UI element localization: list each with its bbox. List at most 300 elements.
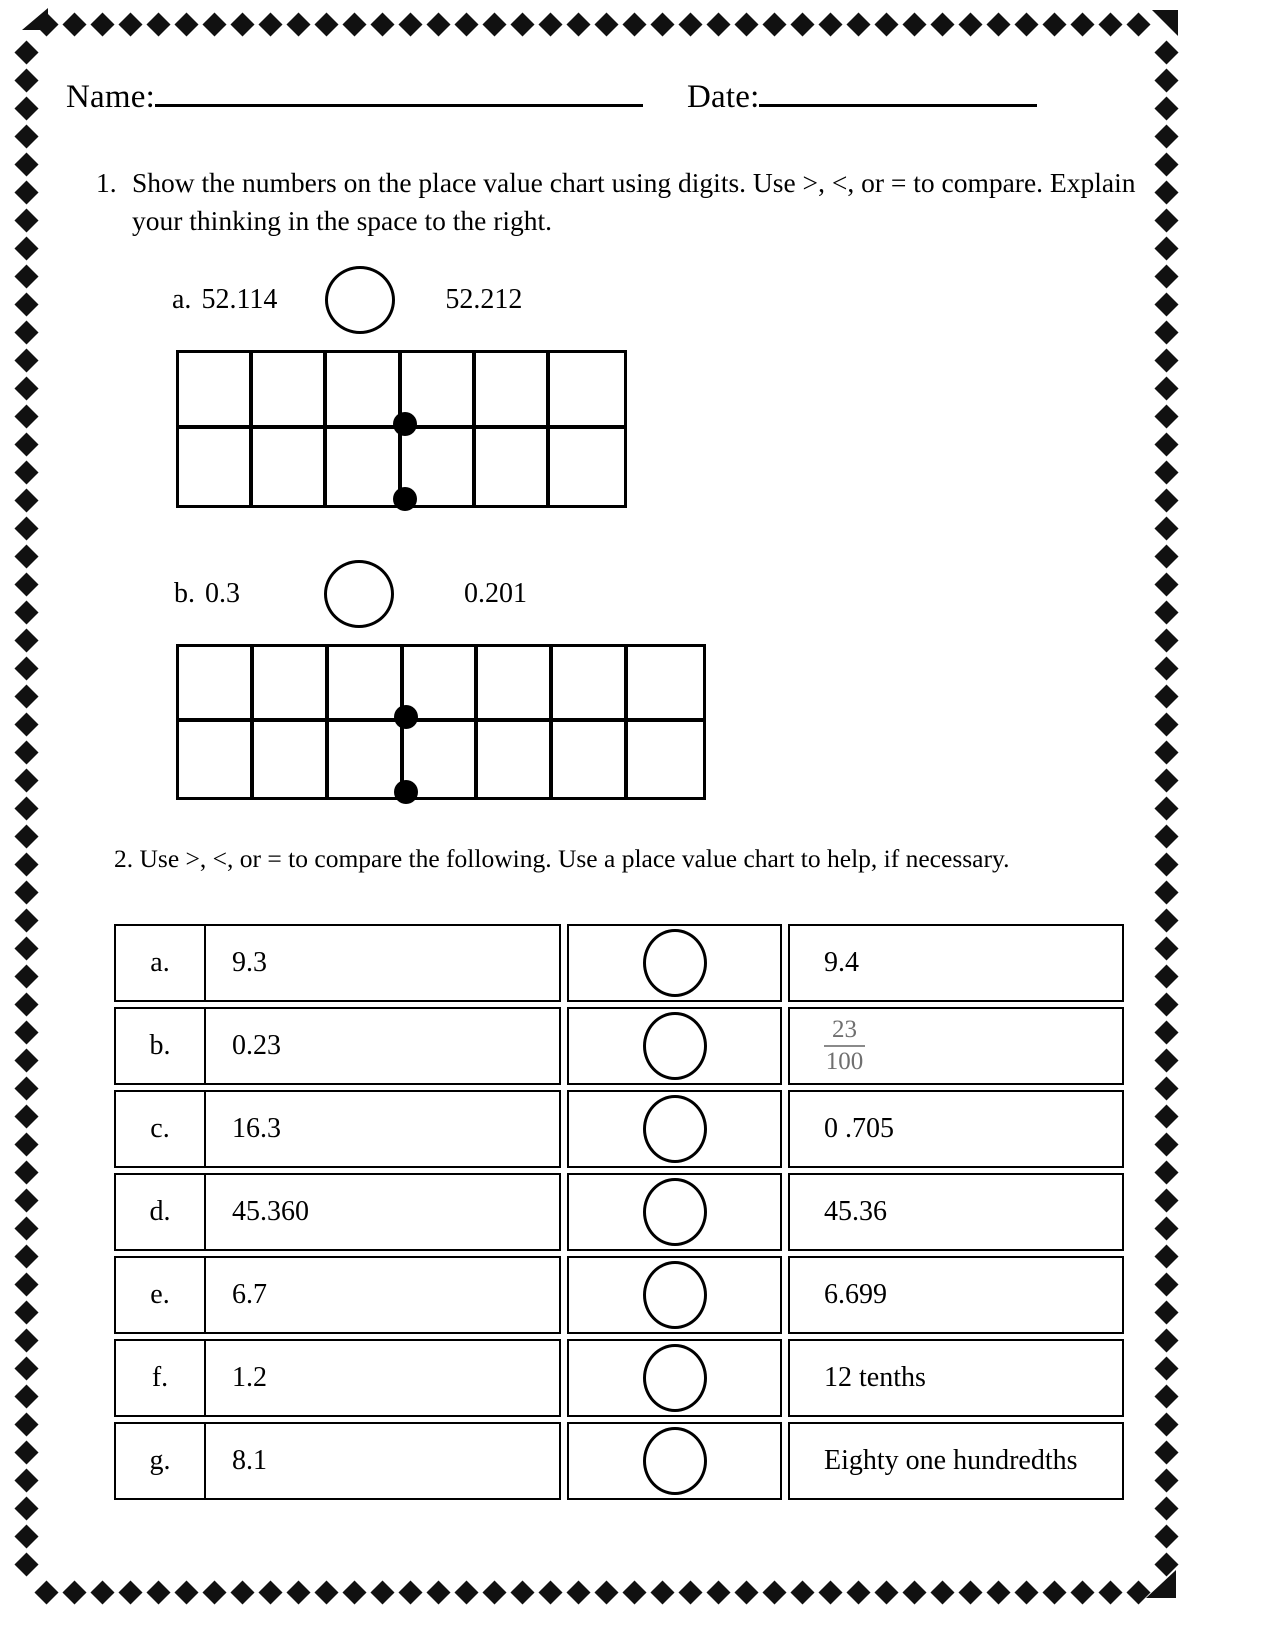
border-diamond <box>426 1580 450 1604</box>
place-value-cell[interactable] <box>628 722 703 797</box>
place-value-column[interactable] <box>329 647 404 797</box>
comparison-answer-cell[interactable] <box>567 1339 782 1417</box>
row-label: f. <box>114 1339 206 1417</box>
place-value-column[interactable] <box>253 353 327 505</box>
border-diamond <box>818 12 842 36</box>
problem-1 <box>96 164 1141 240</box>
place-value-cell[interactable] <box>254 722 325 797</box>
border-diamond <box>14 600 38 624</box>
border-diamond <box>622 12 646 36</box>
border-diamond <box>1098 12 1122 36</box>
border-diamond <box>14 320 38 344</box>
border-diamond <box>1154 68 1178 92</box>
border-diamond <box>1126 1580 1150 1604</box>
border-diamond <box>14 1440 38 1464</box>
border-diamond <box>1154 292 1178 316</box>
left-value-cell: 1.2 <box>206 1339 561 1417</box>
border-diamond <box>1154 796 1178 820</box>
date-label: Date: <box>686 79 760 115</box>
row-label: c. <box>114 1090 206 1168</box>
border-diamond <box>1154 572 1178 596</box>
place-value-cell[interactable] <box>329 647 400 722</box>
border-diamond <box>14 376 38 400</box>
place-value-cell[interactable] <box>553 722 624 797</box>
border-diamond <box>14 768 38 792</box>
problem-1b-header <box>174 560 527 628</box>
corner-accent-bottom-right <box>1146 1570 1176 1598</box>
problem-1a-comparison-circle[interactable] <box>325 266 395 334</box>
border-diamond <box>426 12 450 36</box>
border-diamond <box>14 488 38 512</box>
border-diamond <box>1154 1412 1178 1436</box>
left-value-cell: 9.3 <box>206 924 561 1002</box>
border-diamond <box>1154 1328 1178 1352</box>
border-diamond <box>14 236 38 260</box>
border-diamond <box>14 544 38 568</box>
border-diamond <box>202 12 226 36</box>
table-row <box>114 1256 1124 1334</box>
table-row <box>114 1090 1124 1168</box>
place-value-cell[interactable] <box>179 647 250 722</box>
place-value-column[interactable] <box>478 647 553 797</box>
border-diamond <box>1154 40 1178 64</box>
border-diamond <box>1154 1552 1178 1576</box>
comparison-answer-cell[interactable] <box>567 1007 782 1085</box>
border-diamond <box>1154 376 1178 400</box>
border-diamond <box>342 1580 366 1604</box>
place-value-column[interactable] <box>628 647 703 797</box>
border-diamond <box>14 208 38 232</box>
border-diamond <box>14 796 38 820</box>
problem-1-instruction: Show the numbers on the place value chart using digits. Use >, <, or = to compare. Explain your thinking in the space to the right. <box>132 167 1136 236</box>
border-diamond <box>14 404 38 428</box>
border-diamond <box>1070 12 1094 36</box>
border-diamond <box>818 1580 842 1604</box>
border-diamond <box>1154 1524 1178 1548</box>
border-diamond <box>1154 1356 1178 1380</box>
border-diamond <box>14 628 38 652</box>
table-row <box>114 1007 1124 1085</box>
border-diamond <box>314 1580 338 1604</box>
place-value-cell[interactable] <box>179 722 250 797</box>
problem-1b-label: b. <box>174 578 195 609</box>
comparison-answer-cell[interactable] <box>567 924 782 1002</box>
border-diamond <box>1154 1188 1178 1212</box>
border-diamond <box>706 1580 730 1604</box>
comparison-circle[interactable] <box>643 1095 707 1163</box>
border-diamonds-top <box>38 16 1158 33</box>
border-diamond <box>454 12 478 36</box>
border-diamond <box>14 348 38 372</box>
border-diamond <box>566 1580 590 1604</box>
place-value-column[interactable] <box>553 647 628 797</box>
border-diamond <box>1154 740 1178 764</box>
border-diamond <box>874 12 898 36</box>
border-diamond <box>1154 1496 1178 1520</box>
border-diamond <box>1042 1580 1066 1604</box>
border-diamond <box>14 124 38 148</box>
border-diamond <box>14 908 38 932</box>
place-value-column[interactable] <box>179 647 254 797</box>
border-diamond <box>650 1580 674 1604</box>
right-value-cell: 9.4 <box>788 924 1124 1002</box>
border-diamond <box>482 12 506 36</box>
border-diamonds-right <box>1158 44 1175 1584</box>
row-label: b. <box>114 1007 206 1085</box>
border-diamond <box>1154 1244 1178 1268</box>
border-diamond <box>314 12 338 36</box>
left-value-cell: 8.1 <box>206 1422 561 1500</box>
border-diamond <box>1154 320 1178 344</box>
border-diamond <box>1042 12 1066 36</box>
border-diamond <box>62 12 86 36</box>
border-diamond <box>1154 1104 1178 1128</box>
border-diamond <box>174 12 198 36</box>
border-diamond <box>1154 1384 1178 1408</box>
border-diamond <box>1154 1076 1178 1100</box>
border-diamond <box>762 1580 786 1604</box>
comparison-circle[interactable] <box>643 929 707 997</box>
place-value-cell[interactable] <box>550 429 624 505</box>
comparison-answer-cell[interactable] <box>567 1422 782 1500</box>
border-diamond <box>14 1188 38 1212</box>
border-diamond <box>1154 1048 1178 1072</box>
border-diamond <box>1154 600 1178 624</box>
border-diamond <box>258 12 282 36</box>
comparison-answer-cell[interactable] <box>567 1173 782 1251</box>
border-diamond <box>14 1496 38 1520</box>
border-diamond <box>1154 348 1178 372</box>
border-diamond <box>1154 516 1178 540</box>
border-diamond <box>14 180 38 204</box>
border-diamond <box>14 572 38 596</box>
border-diamond <box>398 12 422 36</box>
border-diamond <box>14 1272 38 1296</box>
problem-1a-label: a. <box>172 284 192 315</box>
border-diamonds-left <box>18 44 35 1584</box>
place-value-cell[interactable] <box>327 353 397 429</box>
problem-1a-right-value: 52.212 <box>445 284 523 315</box>
border-diamond <box>1154 432 1178 456</box>
place-value-cell[interactable] <box>179 429 249 505</box>
border-diamond <box>1154 488 1178 512</box>
decimal-point-dot-1a-middle <box>393 412 417 436</box>
comparison-circle[interactable] <box>643 1261 707 1329</box>
border-diamond <box>734 12 758 36</box>
border-diamond <box>174 1580 198 1604</box>
border-diamond <box>34 1580 58 1604</box>
fraction-numerator: 23 <box>824 1017 865 1047</box>
border-diamond <box>1154 1468 1178 1492</box>
place-value-cell[interactable] <box>478 647 549 722</box>
row-label: a. <box>114 924 206 1002</box>
decimal-point-dot-1a-bottom <box>393 487 417 511</box>
border-diamond <box>1154 964 1178 988</box>
name-date-row <box>66 74 1136 116</box>
place-value-cell[interactable] <box>553 647 624 722</box>
fraction <box>824 1017 865 1075</box>
border-diamond <box>678 12 702 36</box>
place-value-cell[interactable] <box>550 353 624 429</box>
border-diamond <box>706 12 730 36</box>
border-diamond <box>62 1580 86 1604</box>
problem-2-instruction: 2. Use >, <, or = to compare the following. Use a place value chart to help, if necessary. <box>114 844 1010 873</box>
border-diamond <box>1154 460 1178 484</box>
comparison-answer-cell[interactable] <box>567 1090 782 1168</box>
border-diamond <box>14 40 38 64</box>
right-value-cell: Eighty one hundredths <box>788 1422 1124 1500</box>
problem-1b-comparison-circle[interactable] <box>324 560 394 628</box>
border-diamond <box>1154 1440 1178 1464</box>
border-diamond <box>1014 12 1038 36</box>
border-diamond <box>34 12 58 36</box>
worksheet-body <box>52 44 1152 1574</box>
border-diamond <box>286 12 310 36</box>
border-diamond <box>14 1076 38 1100</box>
name-label: Name: <box>66 79 155 115</box>
border-diamond <box>14 1384 38 1408</box>
table-row <box>114 1422 1124 1500</box>
place-value-cell[interactable] <box>478 722 549 797</box>
border-diamond <box>1154 1216 1178 1240</box>
problem-1-number: 1. <box>96 167 117 198</box>
border-diamond <box>1154 684 1178 708</box>
name-input-line[interactable] <box>155 74 643 107</box>
border-diamond <box>118 1580 142 1604</box>
problem-1a-header <box>172 266 522 334</box>
border-diamond <box>958 1580 982 1604</box>
place-value-chart-1b[interactable] <box>176 644 706 800</box>
border-diamond <box>1154 264 1178 288</box>
place-value-column[interactable] <box>550 353 624 505</box>
border-diamond <box>902 1580 926 1604</box>
border-diamond <box>14 740 38 764</box>
decimal-point-dot-1b-middle <box>394 705 418 729</box>
place-value-column[interactable] <box>179 353 253 505</box>
place-value-column[interactable] <box>254 647 329 797</box>
border-diamond <box>14 1300 38 1324</box>
border-diamond <box>1154 908 1178 932</box>
row-label: e. <box>114 1256 206 1334</box>
border-diamond <box>118 12 142 36</box>
border-diamond <box>958 12 982 36</box>
border-diamond <box>1154 1160 1178 1184</box>
place-value-cell[interactable] <box>253 429 323 505</box>
border-diamond <box>1154 180 1178 204</box>
place-value-cell[interactable] <box>253 353 323 429</box>
border-diamond <box>762 12 786 36</box>
table-row <box>114 924 1124 1002</box>
border-diamond <box>538 12 562 36</box>
border-diamond <box>14 1552 38 1576</box>
border-diamond <box>14 1160 38 1184</box>
comparison-circle[interactable] <box>643 1178 707 1246</box>
border-diamond <box>202 1580 226 1604</box>
border-diamond <box>14 1468 38 1492</box>
border-diamond <box>790 1580 814 1604</box>
place-value-cell[interactable] <box>329 722 400 797</box>
border-diamond <box>1154 712 1178 736</box>
problem-1a-left-value: 52.114 <box>201 284 278 315</box>
border-diamond <box>14 880 38 904</box>
border-diamond <box>846 12 870 36</box>
place-value-column[interactable] <box>327 353 401 505</box>
border-diamond <box>454 1580 478 1604</box>
border-diamond <box>14 1356 38 1380</box>
border-diamond <box>1154 824 1178 848</box>
border-diamond <box>986 12 1010 36</box>
border-diamond <box>902 12 926 36</box>
border-diamond <box>14 152 38 176</box>
border-diamond <box>1098 1580 1122 1604</box>
problem-1b-left-value: 0.3 <box>205 578 240 609</box>
border-diamond <box>398 1580 422 1604</box>
border-diamond <box>90 1580 114 1604</box>
border-diamond <box>622 1580 646 1604</box>
comparison-circle[interactable] <box>643 1344 707 1412</box>
border-diamond <box>1154 208 1178 232</box>
problem-1b-right-value: 0.201 <box>464 578 527 609</box>
border-diamond <box>230 1580 254 1604</box>
border-diamond <box>14 964 38 988</box>
border-diamond <box>1154 628 1178 652</box>
border-diamond <box>594 12 618 36</box>
place-value-cell[interactable] <box>327 429 397 505</box>
border-diamond <box>14 516 38 540</box>
border-diamond <box>258 1580 282 1604</box>
border-diamond <box>930 1580 954 1604</box>
left-value-cell: 0.23 <box>206 1007 561 1085</box>
border-diamond <box>1154 852 1178 876</box>
border-diamond <box>146 12 170 36</box>
border-diamond <box>1154 936 1178 960</box>
right-value-cell: 12 tenths <box>788 1339 1124 1417</box>
place-value-cell[interactable] <box>476 353 546 429</box>
border-diamond <box>1154 1272 1178 1296</box>
border-diamond <box>1154 236 1178 260</box>
place-value-cell[interactable] <box>179 353 249 429</box>
right-value-cell <box>788 1007 1124 1085</box>
border-diamond <box>1154 1300 1178 1324</box>
border-diamond <box>510 12 534 36</box>
border-diamond <box>1070 1580 1094 1604</box>
row-label: d. <box>114 1173 206 1251</box>
border-diamond <box>14 1524 38 1548</box>
border-diamond <box>1154 768 1178 792</box>
border-diamond <box>90 12 114 36</box>
border-diamond <box>14 824 38 848</box>
border-diamond <box>846 1580 870 1604</box>
border-diamond <box>930 12 954 36</box>
border-diamond <box>14 852 38 876</box>
border-diamond <box>14 96 38 120</box>
border-diamond <box>1154 880 1178 904</box>
left-value-cell: 45.360 <box>206 1173 561 1251</box>
border-diamond <box>14 292 38 316</box>
border-diamond <box>14 1104 38 1128</box>
place-value-cell[interactable] <box>628 647 703 722</box>
border-diamond <box>482 1580 506 1604</box>
corner-accent-top-right <box>1152 10 1178 36</box>
border-diamond <box>14 1020 38 1044</box>
comparison-answer-cell[interactable] <box>567 1256 782 1334</box>
border-diamond <box>1154 96 1178 120</box>
place-value-cell[interactable] <box>254 647 325 722</box>
place-value-column[interactable] <box>476 353 550 505</box>
left-value-cell: 6.7 <box>206 1256 561 1334</box>
right-value-cell: 6.699 <box>788 1256 1124 1334</box>
border-diamond <box>370 1580 394 1604</box>
border-diamond <box>14 712 38 736</box>
border-diamond <box>1154 544 1178 568</box>
border-diamond <box>14 1132 38 1156</box>
border-diamonds-bottom <box>38 1584 1158 1601</box>
border-diamond <box>986 1580 1010 1604</box>
border-diamond <box>14 432 38 456</box>
border-diamond <box>790 12 814 36</box>
comparison-circle[interactable] <box>643 1427 707 1495</box>
corner-accent-top-left <box>22 8 48 30</box>
border-diamond <box>874 1580 898 1604</box>
border-diamond <box>650 12 674 36</box>
border-diamond <box>14 1244 38 1268</box>
border-diamond <box>14 264 38 288</box>
border-diamond <box>230 12 254 36</box>
border-diamond <box>14 992 38 1016</box>
border-diamond <box>286 1580 310 1604</box>
border-diamond <box>678 1580 702 1604</box>
border-diamond <box>342 12 366 36</box>
row-label: g. <box>114 1422 206 1500</box>
border-diamond <box>1014 1580 1038 1604</box>
border-diamond <box>734 1580 758 1604</box>
date-input-line[interactable] <box>759 74 1037 107</box>
border-diamond <box>14 460 38 484</box>
right-value-cell: 0 .705 <box>788 1090 1124 1168</box>
border-diamond <box>1154 1020 1178 1044</box>
border-diamond <box>1154 152 1178 176</box>
table-row <box>114 1173 1124 1251</box>
border-diamond <box>1154 124 1178 148</box>
left-value-cell: 16.3 <box>206 1090 561 1168</box>
border-diamond <box>370 12 394 36</box>
border-diamond <box>14 936 38 960</box>
border-diamond <box>566 12 590 36</box>
decimal-point-dot-1b-bottom <box>394 780 418 804</box>
border-diamond <box>14 656 38 680</box>
border-diamond <box>594 1580 618 1604</box>
border-diamond <box>538 1580 562 1604</box>
border-diamond <box>510 1580 534 1604</box>
table-row <box>114 1339 1124 1417</box>
border-diamond <box>14 1412 38 1436</box>
border-diamond <box>14 1328 38 1352</box>
border-diamond <box>146 1580 170 1604</box>
comparison-circle[interactable] <box>643 1012 707 1080</box>
right-value-cell: 45.36 <box>788 1173 1124 1251</box>
border-diamond <box>1126 12 1150 36</box>
border-diamond <box>14 1048 38 1072</box>
border-diamond <box>14 684 38 708</box>
border-diamond <box>1154 1132 1178 1156</box>
place-value-cell[interactable] <box>476 429 546 505</box>
border-diamond <box>14 68 38 92</box>
problem-2-table <box>114 924 1124 1500</box>
fraction-denominator: 100 <box>825 1047 864 1075</box>
border-diamond <box>1154 656 1178 680</box>
border-diamond <box>14 1216 38 1240</box>
border-diamond <box>1154 992 1178 1016</box>
